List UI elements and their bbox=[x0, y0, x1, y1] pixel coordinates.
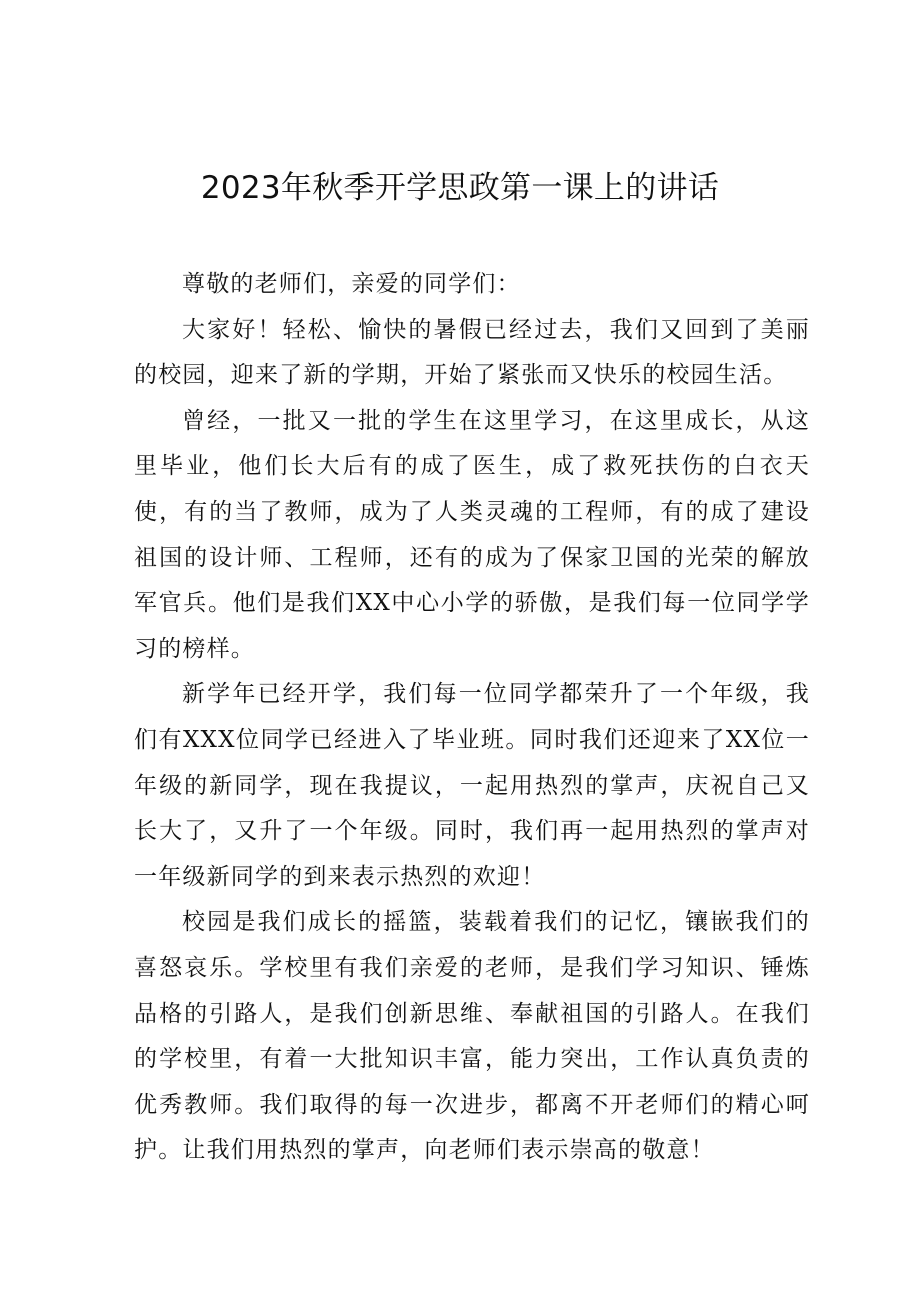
paragraph-3: 新学年已经开学，我们每一位同学都荣升了一个年级，我们有XXX位同学已经进入了毕业班。同时我们还迎来了XX位一年级的新同学，现在我提议，一起用热烈的掌声，庆祝自己又长大了，又升了一个年级。同时，我们再一起用热烈的掌声对一年级新同学的到来表示热烈的欢迎！ bbox=[134, 681, 810, 890]
document-title: 2023年秋季开学思政第一课上的讲话 bbox=[200, 170, 720, 206]
document-body bbox=[134, 262, 810, 1174]
paragraph-4: 校园是我们成长的摇篮，装载着我们的记忆，镶嵌我们的喜怒哀乐。学校里有我们亲爱的老师，是我们学习知识、锤炼品格的引路人，是我们创新思维、奉献祖国的引路人。在我们的学校里，有着一大批知识丰富，能力突出，工作认真负责的优秀教师。我们取得的每一次进步，都离不开老师们的精心呵护。让我们用热烈的掌声，向老师们表示崇高的敬意！ bbox=[134, 909, 810, 1164]
paragraph-1: 大家好！轻松、愉快的暑假已经过去，我们又回到了美丽的校园，迎来了新的学期，开始了紧张而又快乐的校园生活。 bbox=[134, 316, 810, 389]
greeting-line: 尊敬的老师们，亲爱的同学们： bbox=[182, 271, 521, 297]
paragraph-2: 曾经，一批又一批的学生在这里学习，在这里成长，从这里毕业，他们长大后有的成了医生，成了救死扶伤的白衣天使，有的当了教师，成为了人类灵魂的工程师，有的成了建设祖国的设计师、工程师，还有的成为了保家卫国的光荣的解放军官兵。他们是我们XX中心小学的骄傲，是我们每一位同学学习的榜样。 bbox=[134, 407, 810, 662]
